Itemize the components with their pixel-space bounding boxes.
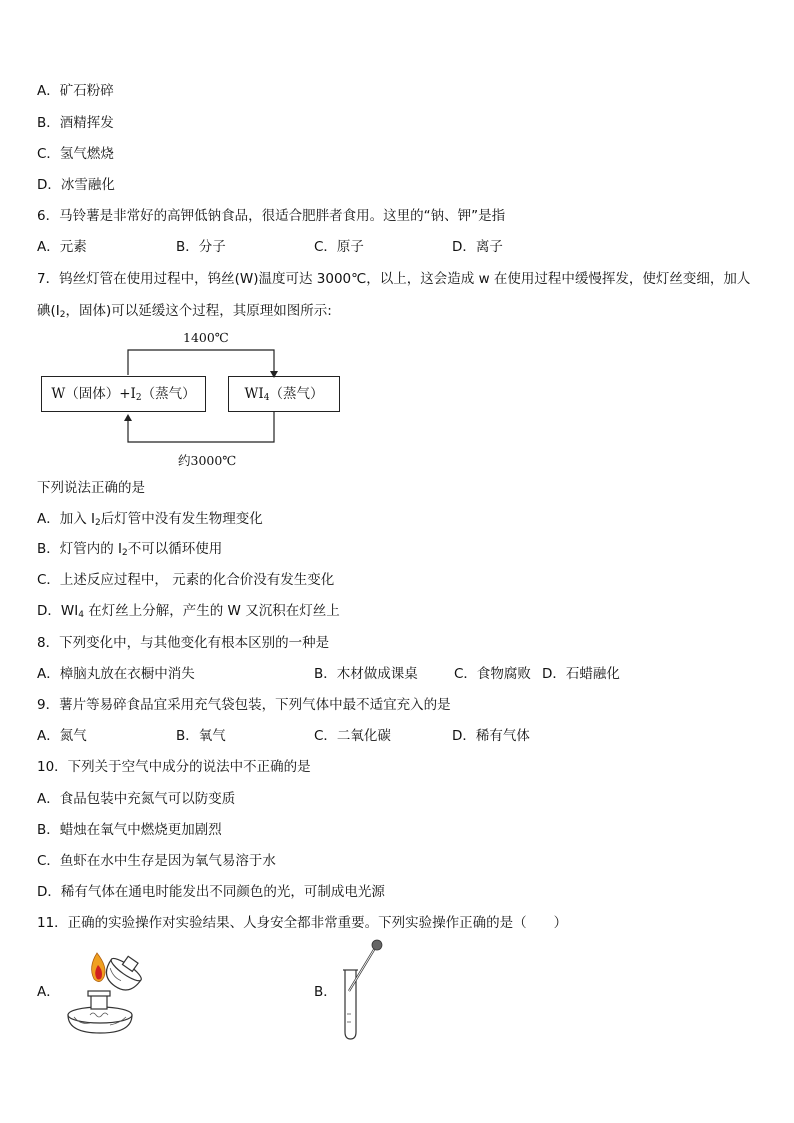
q6-option-a: A．元素 — [37, 239, 87, 255]
q6-option-b: B．分子 — [176, 239, 226, 255]
q5-option-b: B．酒精挥发 — [37, 115, 114, 131]
q7-stem-line1: 7．钨丝灯管在使用过程中，钨丝(W)温度可达 3000℃，以上，这会造成 w 在使用过程中缓慢挥发，使灯丝变细，加人 — [37, 271, 751, 287]
q5-option-c: C．氢气燃烧 — [37, 146, 114, 162]
cycle-arrows — [0, 0, 794, 500]
q8-option-c: C．食物腐败 — [454, 666, 531, 682]
q8-option-b: B．木材做成课桌 — [314, 666, 418, 682]
q8-stem: 8．下列变化中，与其他变化有根本区别的一种是 — [37, 635, 330, 651]
q6-option-c: C．原子 — [314, 239, 364, 255]
q6-stem: 6．马铃薯是非常好的高钾低钠食品，很适合肥胖者食用。这里的“钠、钾”是指 — [37, 208, 506, 224]
reverse-arrow-line — [128, 411, 274, 442]
q10-option-b: B．蜡烛在氧气中燃烧更加剧烈 — [37, 822, 222, 838]
dropper-test-tube-icon — [335, 936, 385, 1042]
q7-option-b: B．灯管内的 $I_2$不可以循环使用 — [37, 541, 223, 558]
q9-option-d: D．稀有气体 — [452, 728, 530, 744]
q7-prompt: 下列说法正确的是 — [37, 480, 145, 496]
q10-option-a: A．食品包装中充氮气可以防变质 — [37, 791, 236, 807]
q10-option-c: C．鱼虾在水中生存是因为氧气易溶于水 — [37, 853, 276, 869]
q5-option-a: A．矿石粉碎 — [37, 83, 114, 99]
q7-stem-line2: 碘($I_2$，固体)可以延缓这个过程，其原理如图所示: — [37, 303, 332, 320]
forward-arrow-line — [128, 350, 274, 375]
q11-option-a-label: A． — [37, 984, 60, 1000]
q9-option-c: C．二氧化碳 — [314, 728, 391, 744]
q8-option-d: D．石蜡融化 — [542, 666, 620, 682]
q7-option-a: A．加入 $I_2$后灯管中没有发生物理变化 — [37, 511, 263, 528]
q6-option-d: D．离子 — [452, 239, 503, 255]
reactant-box: W（固体）$+I_2$（蒸气） — [41, 376, 206, 412]
q8-option-a: A．樟脑丸放在衣橱中消失 — [37, 666, 195, 682]
product-box: $WI_4$（蒸气） — [228, 376, 340, 412]
reverse-arrow-head — [124, 414, 132, 421]
q7-option-d: D．$WI_4$ 在灯丝上分解，产生的 W 又沉积在灯丝上 — [37, 603, 340, 620]
q11-option-b-label: B． — [314, 984, 337, 1000]
bottom-temperature-label: 约3000℃ — [178, 453, 237, 468]
q9-option-b: B．氧气 — [176, 728, 226, 744]
q10-option-d: D．稀有气体在通电时能发出不同颜色的光，可制成电光源 — [37, 884, 385, 900]
q9-option-a: A．氮气 — [37, 728, 87, 744]
alcohol-lamp-lighting-icon — [60, 945, 150, 1040]
q11-stem: 11．正确的实验操作对实验结果、人身安全都非常重要。下列实验操作正确的是（ ） — [37, 915, 568, 931]
q10-stem: 10．下列关于空气中成分的说法中不正确的是 — [37, 759, 311, 775]
q9-stem: 9．薯片等易碎食品宜采用充气袋包装，下列气体中最不适宜充入的是 — [37, 697, 451, 713]
q7-option-c: C．上述反应过程中， 元素的化合价没有发生变化 — [37, 572, 335, 588]
q5-option-d: D．冰雪融化 — [37, 177, 115, 193]
top-temperature-label: 1400℃ — [183, 330, 229, 345]
